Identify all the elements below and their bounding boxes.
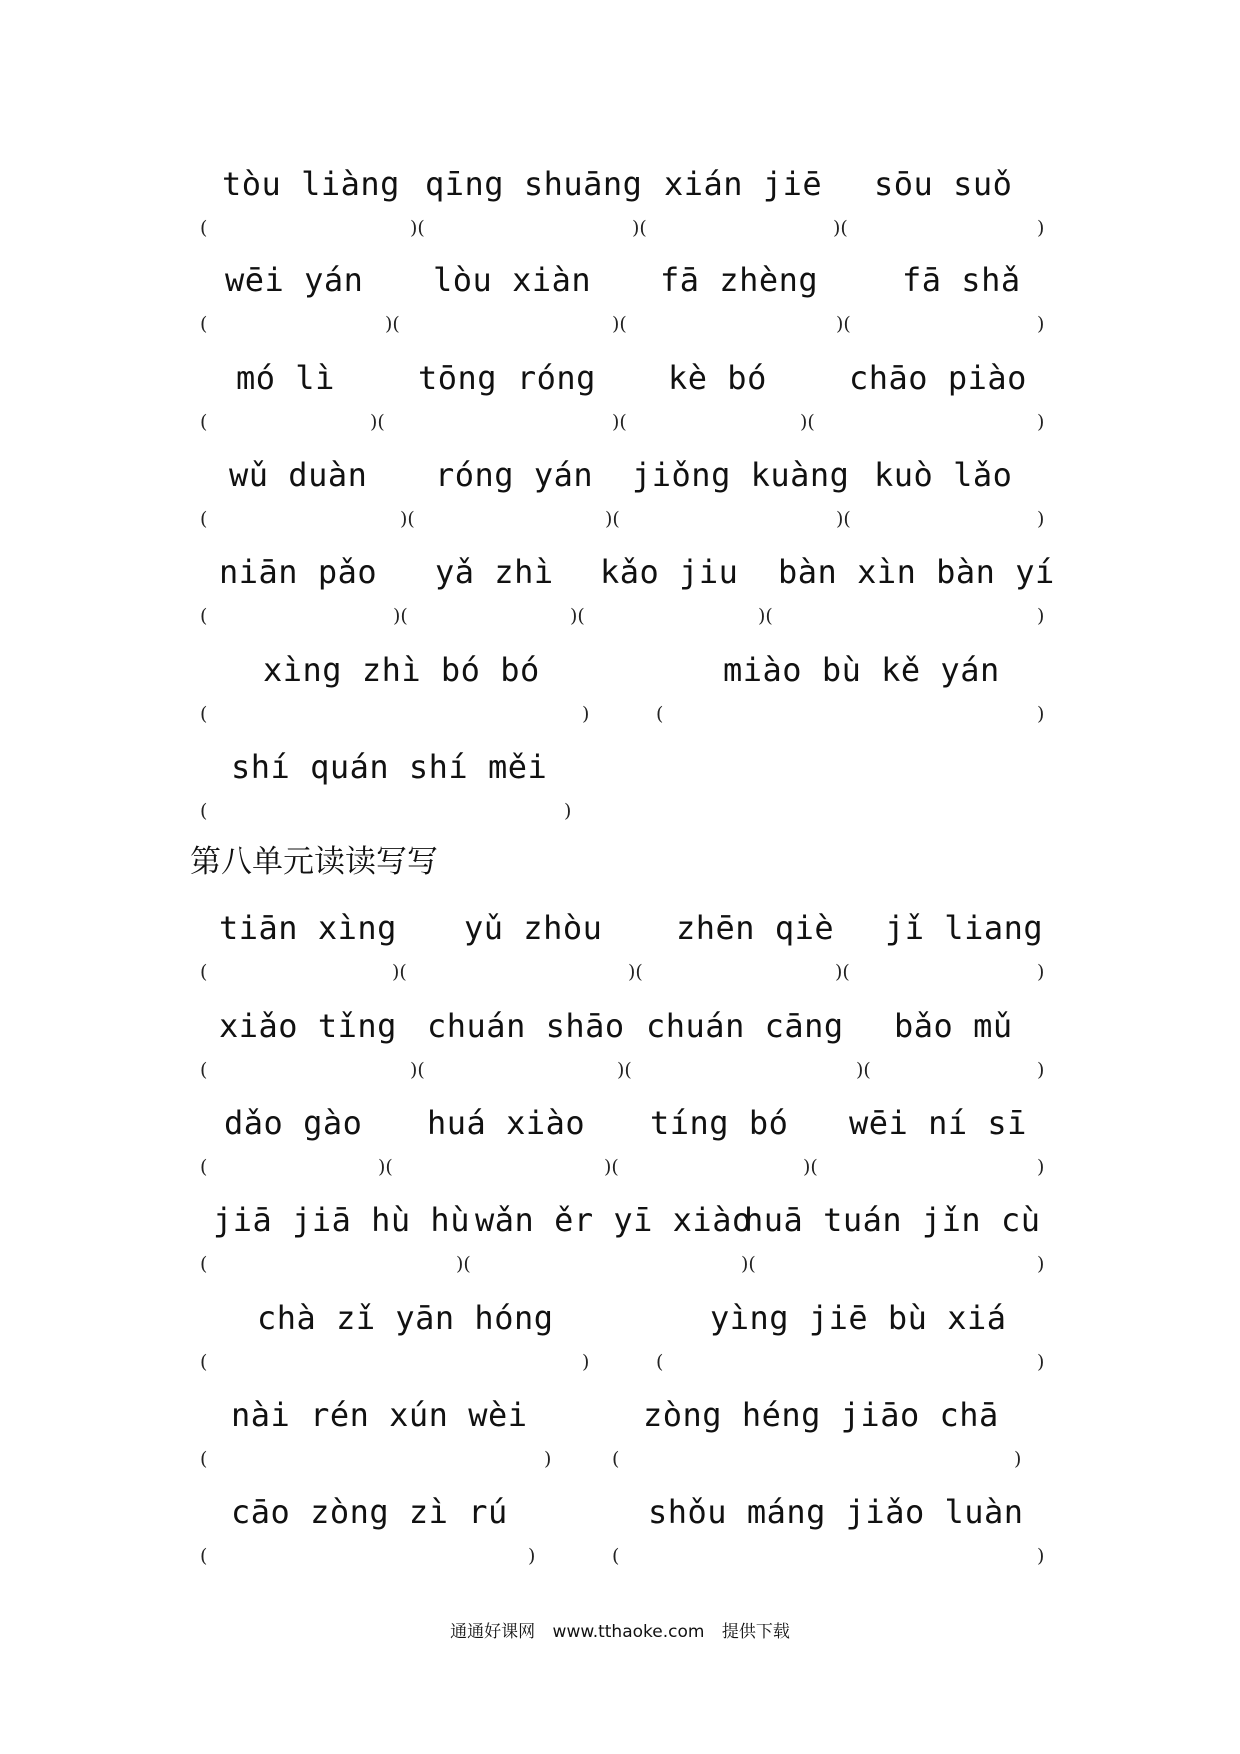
pinyin-word: xiǎo tǐng [219, 1007, 397, 1045]
footer [0, 1620, 1240, 1644]
answer-blank-joint[interactable]: )( [392, 961, 407, 983]
pinyin-word: lòu xiàn [433, 261, 592, 299]
answer-blank-joint[interactable]: )( [833, 217, 848, 239]
answer-blank-joint[interactable]: )( [570, 605, 585, 627]
answer-blank-joint[interactable]: )( [632, 217, 647, 239]
answer-blank-open[interactable]: ( [200, 313, 208, 335]
pinyin-word: yǎ zhì [435, 553, 554, 591]
answer-blank-open[interactable]: ( [200, 1545, 208, 1567]
pinyin-word: dǎo gào [224, 1104, 363, 1142]
answer-blank-joint[interactable]: )( [410, 217, 425, 239]
answer-blank-joint[interactable]: )( [617, 1059, 632, 1081]
answer-blank-open[interactable]: ( [200, 1448, 208, 1470]
pinyin-word: yǔ zhòu [464, 909, 603, 947]
pinyin-word: huā tuán jǐn cù [744, 1201, 1041, 1239]
answer-blank-joint[interactable]: )( [456, 1253, 471, 1275]
pinyin-word: chuán shāo [427, 1007, 625, 1045]
pinyin-word: shí quán shí měi [231, 748, 548, 786]
pinyin-word: tòu liàng [222, 165, 400, 203]
answer-blank-close[interactable]: ) [1037, 1545, 1045, 1567]
pinyin-word: bàn xìn bàn yí [778, 553, 1055, 591]
pinyin-word: jiǒng kuàng [632, 456, 850, 494]
answer-blank-open[interactable]: ( [656, 1351, 664, 1373]
answer-blank-joint[interactable]: )( [758, 605, 773, 627]
pinyin-word: nài rén xún wèi [231, 1396, 528, 1434]
unit8-row [0, 1101, 1240, 1178]
answer-blank-close[interactable]: ) [1037, 313, 1045, 335]
answer-blank-joint[interactable]: )( [856, 1059, 871, 1081]
pinyin-word: mó lì [236, 359, 335, 397]
answer-blank-open[interactable]: ( [200, 1059, 208, 1081]
answer-blank-close[interactable]: ) [528, 1545, 536, 1567]
pinyin-word: chāo piào [849, 359, 1027, 397]
footer-site: 通通好课网 [450, 1622, 536, 1642]
answer-blank-joint[interactable]: )( [835, 961, 850, 983]
answer-blank-close[interactable]: ) [1037, 1156, 1045, 1178]
answer-blank-close[interactable]: ) [564, 800, 572, 822]
answer-blank-open[interactable]: ( [612, 1448, 620, 1470]
unit8-row [0, 1198, 1240, 1275]
pinyin-word: sōu suǒ [874, 165, 1013, 203]
unit7-row [0, 356, 1240, 433]
answer-blank-joint[interactable]: )( [836, 508, 851, 530]
pinyin-word: jiā jiā hù hù [213, 1201, 470, 1239]
answer-blank-joint[interactable]: )( [800, 411, 815, 433]
answer-blank-close[interactable]: ) [1037, 1059, 1045, 1081]
pinyin-word: róng yán [435, 456, 594, 494]
unit8-row [0, 1393, 1240, 1470]
unit8-row [0, 1004, 1240, 1081]
answer-blank-joint[interactable]: )( [612, 411, 627, 433]
pinyin-word: yìng jiē bù xiá [710, 1299, 1007, 1337]
answer-blank-open[interactable]: ( [656, 703, 664, 725]
pinyin-word: kuò lǎo [874, 456, 1013, 494]
answer-blank-joint[interactable]: )( [604, 1156, 619, 1178]
answer-blank-open[interactable]: ( [200, 508, 208, 530]
pinyin-word: cāo zòng zì rú [231, 1493, 508, 1531]
pinyin-word: wēi yán [225, 261, 364, 299]
unit8-row [0, 1490, 1240, 1567]
pinyin-word: tiān xìng [219, 909, 397, 947]
answer-blank-joint[interactable]: )( [741, 1253, 756, 1275]
pinyin-word: fā shǎ [902, 261, 1021, 299]
answer-blank-joint[interactable]: )( [385, 313, 400, 335]
answer-blank-joint[interactable]: )( [803, 1156, 818, 1178]
pinyin-word: chà zǐ yān hóng [257, 1299, 554, 1337]
answer-blank-close[interactable]: ) [1014, 1448, 1022, 1470]
pinyin-word: wēi ní sī [849, 1104, 1027, 1142]
answer-blank-joint[interactable]: )( [628, 961, 643, 983]
unit8-heading: 第八单元读读写写 [190, 844, 438, 880]
answer-blank-open[interactable]: ( [200, 961, 208, 983]
answer-blank-open[interactable]: ( [200, 703, 208, 725]
answer-blank-close[interactable]: ) [1037, 961, 1045, 983]
answer-blank-close[interactable]: ) [1037, 703, 1045, 725]
pinyin-word: qīng shuāng [425, 165, 643, 203]
answer-blank-close[interactable]: ) [1037, 217, 1045, 239]
pinyin-word: niān pǎo [219, 553, 378, 591]
answer-blank-joint[interactable]: )( [605, 508, 620, 530]
pinyin-word: jǐ liang [885, 909, 1044, 947]
answer-blank-joint[interactable]: )( [400, 508, 415, 530]
unit7-row [0, 745, 1240, 822]
pinyin-word: chuán cāng [646, 1007, 844, 1045]
answer-blank-close[interactable]: ) [1037, 1253, 1045, 1275]
unit7-row [0, 648, 1240, 725]
footer-text: 提供下载 [721, 1622, 790, 1642]
pinyin-word: fā zhèng [660, 261, 819, 299]
answer-blank-open[interactable]: ( [200, 217, 208, 239]
pinyin-word: tíng bó [650, 1104, 789, 1142]
answer-blank-open[interactable]: ( [200, 411, 208, 433]
unit7-row [0, 550, 1240, 627]
answer-blank-close[interactable]: ) [1037, 411, 1045, 433]
pinyin-word: zhēn qiè [676, 909, 835, 947]
pinyin-word: zòng héng jiāo chā [643, 1396, 999, 1434]
answer-blank-close[interactable]: ) [544, 1448, 552, 1470]
answer-blank-close[interactable]: ) [1037, 1351, 1045, 1373]
answer-blank-joint[interactable]: )( [370, 411, 385, 433]
pinyin-word: shǒu máng jiǎo luàn [648, 1493, 1024, 1531]
answer-blank-open[interactable]: ( [200, 1156, 208, 1178]
pinyin-word: kǎo jiu [600, 553, 739, 591]
footer-url: www.tthaoke.com [552, 1622, 705, 1642]
answer-blank-joint[interactable]: )( [378, 1156, 393, 1178]
pinyin-word: wǔ duàn [229, 456, 368, 494]
unit7-row [0, 258, 1240, 335]
answer-blank-open[interactable]: ( [200, 800, 208, 822]
pinyin-word: xìng zhì bó bó [263, 651, 540, 689]
unit7-row [0, 162, 1240, 239]
pinyin-word: wǎn ěr yī xiào [475, 1201, 752, 1239]
answer-blank-close[interactable]: ) [582, 1351, 590, 1373]
answer-blank-close[interactable]: ) [582, 703, 590, 725]
pinyin-word: tōng róng [418, 359, 596, 397]
answer-blank-joint[interactable]: )( [612, 313, 627, 335]
answer-blank-open[interactable]: ( [612, 1545, 620, 1567]
answer-blank-joint[interactable]: )( [393, 605, 408, 627]
pinyin-word: bǎo mǔ [894, 1007, 1013, 1045]
unit7-row [0, 453, 1240, 530]
unit8-row [0, 906, 1240, 983]
answer-blank-open[interactable]: ( [200, 1351, 208, 1373]
answer-blank-open[interactable]: ( [200, 1253, 208, 1275]
answer-blank-close[interactable]: ) [1037, 605, 1045, 627]
pinyin-word: huá xiào [427, 1104, 586, 1142]
answer-blank-close[interactable]: ) [1037, 508, 1045, 530]
pinyin-word: miào bù kě yán [723, 651, 1000, 689]
answer-blank-joint[interactable]: )( [836, 313, 851, 335]
answer-blank-joint[interactable]: )( [410, 1059, 425, 1081]
unit8-row [0, 1296, 1240, 1373]
pinyin-word: xián jiē [664, 165, 823, 203]
answer-blank-open[interactable]: ( [200, 605, 208, 627]
pinyin-word: kè bó [668, 359, 767, 397]
